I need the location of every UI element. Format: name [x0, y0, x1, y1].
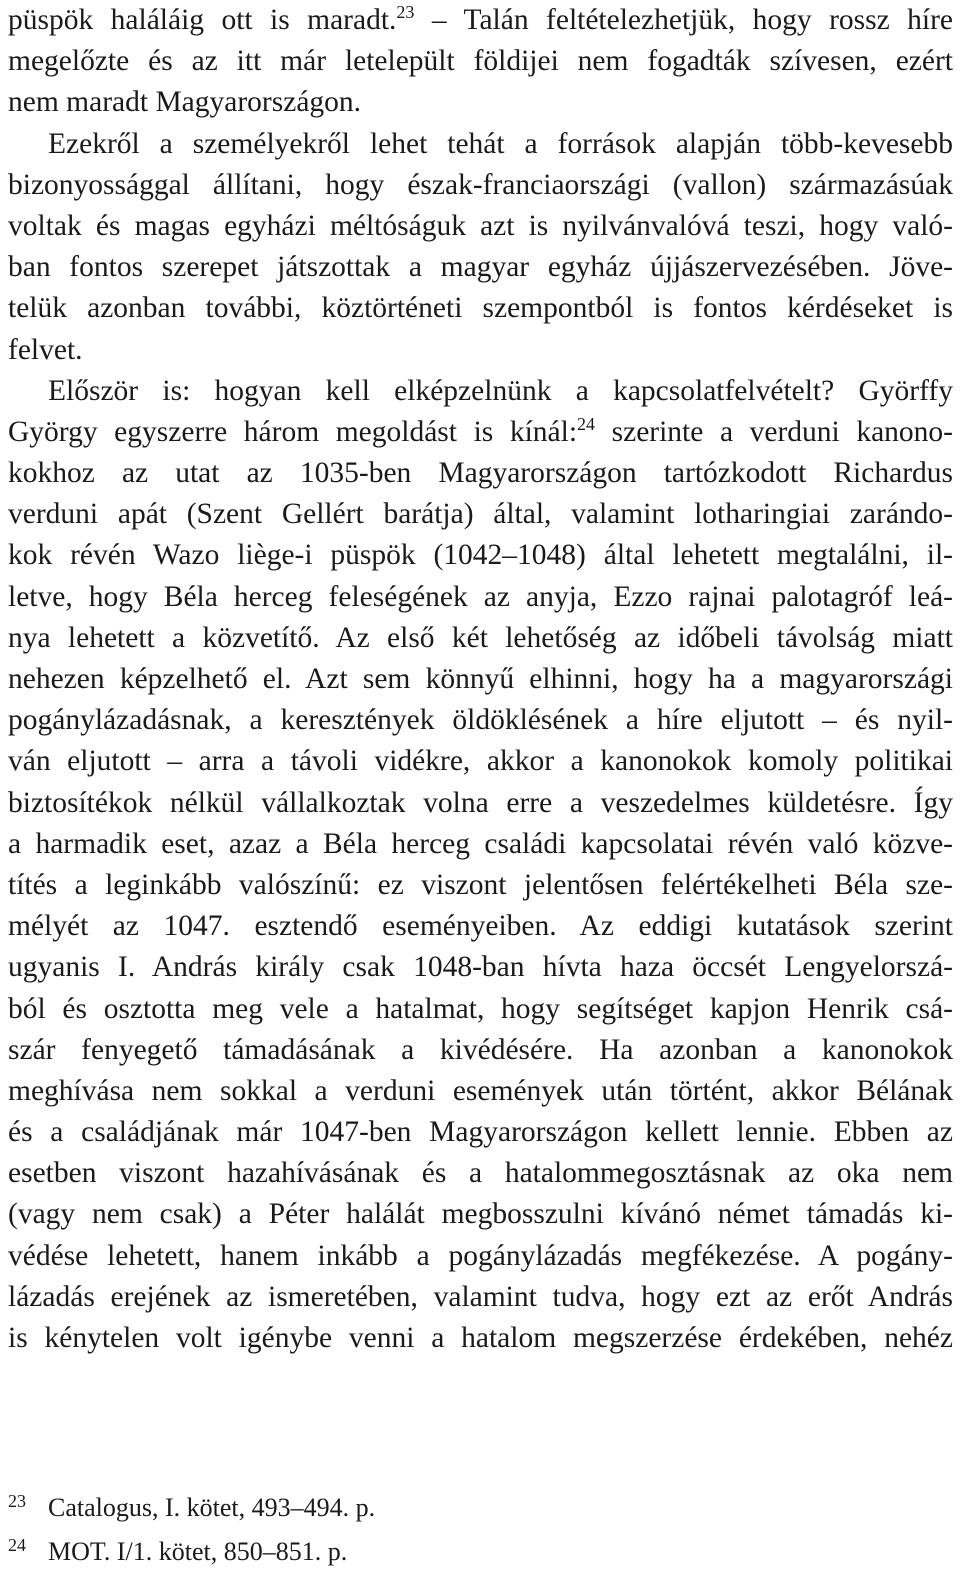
text-line: telük azonban további, köztörténeti szempontból is fontos kérdéseket is	[8, 292, 953, 325]
text-line: ból és osztotta meg vele a hatalmat, hogy segítséget kapjon Henrik csá-	[8, 992, 953, 1025]
text-line: bizonyossággal állítani, hogy észak-franciaországi (vallon) származásúak	[8, 168, 953, 201]
text-line: védése lehetett, hanem inkább a pogánylázadás megfékezése. A pogány-	[8, 1239, 953, 1272]
text-line: felvet.	[8, 333, 83, 366]
text-line: püspök haláláig ott is maradt.$^{23}$ – Talán feltételezhetjük, hogy rossz híre	[8, 2, 953, 36]
text-line: mélyét az 1047. esztendő eseményeiben. Az eddigi kutatások szerint	[8, 910, 953, 943]
text-line: pogánylázadásnak, a keresztények öldöklésének a híre eljutott – és nyil-	[8, 704, 953, 737]
footnote-text: Catalogus, I. kötet, 493–494. p.	[48, 1493, 376, 1522]
text-line: verduni apát (Szent Gellért barátja) által, valamint lotharingiai zarándo-	[8, 498, 953, 531]
text-line: nem maradt Magyarországon.	[8, 86, 362, 119]
footnote-23: 23 Catalogus, I. kötet, 493–494. p.	[8, 1491, 376, 1522]
text-line: is kénytelen volt igénybe venni a hatalom megszerzése érdekében, nehéz	[8, 1322, 953, 1354]
text-line: biztosítékok nélkül vállalkoztak volna erre a veszedelmes küldetésre. Így	[8, 786, 953, 819]
body-text	[8, 0, 953, 1359]
text-line: és a családjának már 1047-ben Magyarországon kellett lennie. Ebben az	[8, 1116, 953, 1149]
text-line: Először is: hogyan kell elképzelnünk a kapcsolatfelvételt? Györffy	[48, 374, 953, 407]
text-line: megelőzte és az itt már letelepült földijei nem fogadták szívesen, ezért	[8, 45, 953, 78]
text-line: a harmadik eset, azaz a Béla herceg családi kapcsolatai révén való közve-	[8, 827, 953, 860]
text-line: ván eljutott – arra a távoli vidékre, akkor a kanonokok komoly politikai	[8, 745, 953, 778]
text-line: szár fenyegető támadásának a kivédésére. Ha azonban a kanonokok	[8, 1033, 953, 1066]
text-line: nehezen képzelhető el. Azt sem könnyű elhinni, hogy ha a magyarországi	[8, 663, 953, 695]
text-line: letve, hogy Béla herceg feleségének az anyja, Ezzo rajnai palotagróf leá-	[8, 580, 953, 613]
footnote-text: MOT. I/1. kötet, 850–851. p.	[48, 1537, 348, 1566]
footnote-ref[interactable]: 23	[396, 2, 415, 22]
footnote-24: 24 MOT. I/1. kötet, 850–851. p.	[8, 1535, 348, 1566]
footnote-ref[interactable]: 24	[577, 413, 596, 434]
text-line: esetben viszont hazahívásának és a hatalommegosztásnak az oka nem	[8, 1157, 953, 1190]
text-line: meghívása nem sokkal a verduni események után történt, akkor Bélának	[8, 1074, 953, 1107]
footnotes	[8, 1486, 953, 1574]
text-line: kok révén Wazo liège-i püspök (1042–1048) által lehetett megtalálni, il-	[8, 539, 953, 572]
text-line: lázadás erejének az ismeretében, valamint tudva, hogy ezt az erőt András	[8, 1280, 953, 1313]
text-line: György egyszerre három megoldást is kínál:$^{24}$ szerinte a verduni kanono-	[8, 413, 953, 448]
text-line: ugyanis I. András király csak 1048-ban hívta haza öccsét Lengyelorszá-	[8, 951, 953, 984]
text-line: voltak és magas egyházi méltóságuk azt is nyilvánvalóvá teszi, hogy való-	[8, 209, 953, 242]
text-line: títés a leginkább valószínű: ez viszont jelentősen felértékelheti Béla sze-	[8, 868, 953, 901]
text-line: kokhoz az utat az 1035-ben Magyarországon tartózkodott Richardus	[8, 457, 953, 490]
text-line: Ezekről a személyekről lehet tehát a források alapján több-kevesebb	[48, 127, 953, 160]
text-line: nya lehetett a közvetítő. Az első két lehetőség az időbeli távolság miatt	[8, 621, 953, 654]
text-line: (vagy nem csak) a Péter halálát megbosszulni kívánó német támadás ki-	[8, 1198, 953, 1231]
text-line: ban fontos szerepet játszottak a magyar egyház újjászervezésében. Jöve-	[8, 251, 953, 284]
